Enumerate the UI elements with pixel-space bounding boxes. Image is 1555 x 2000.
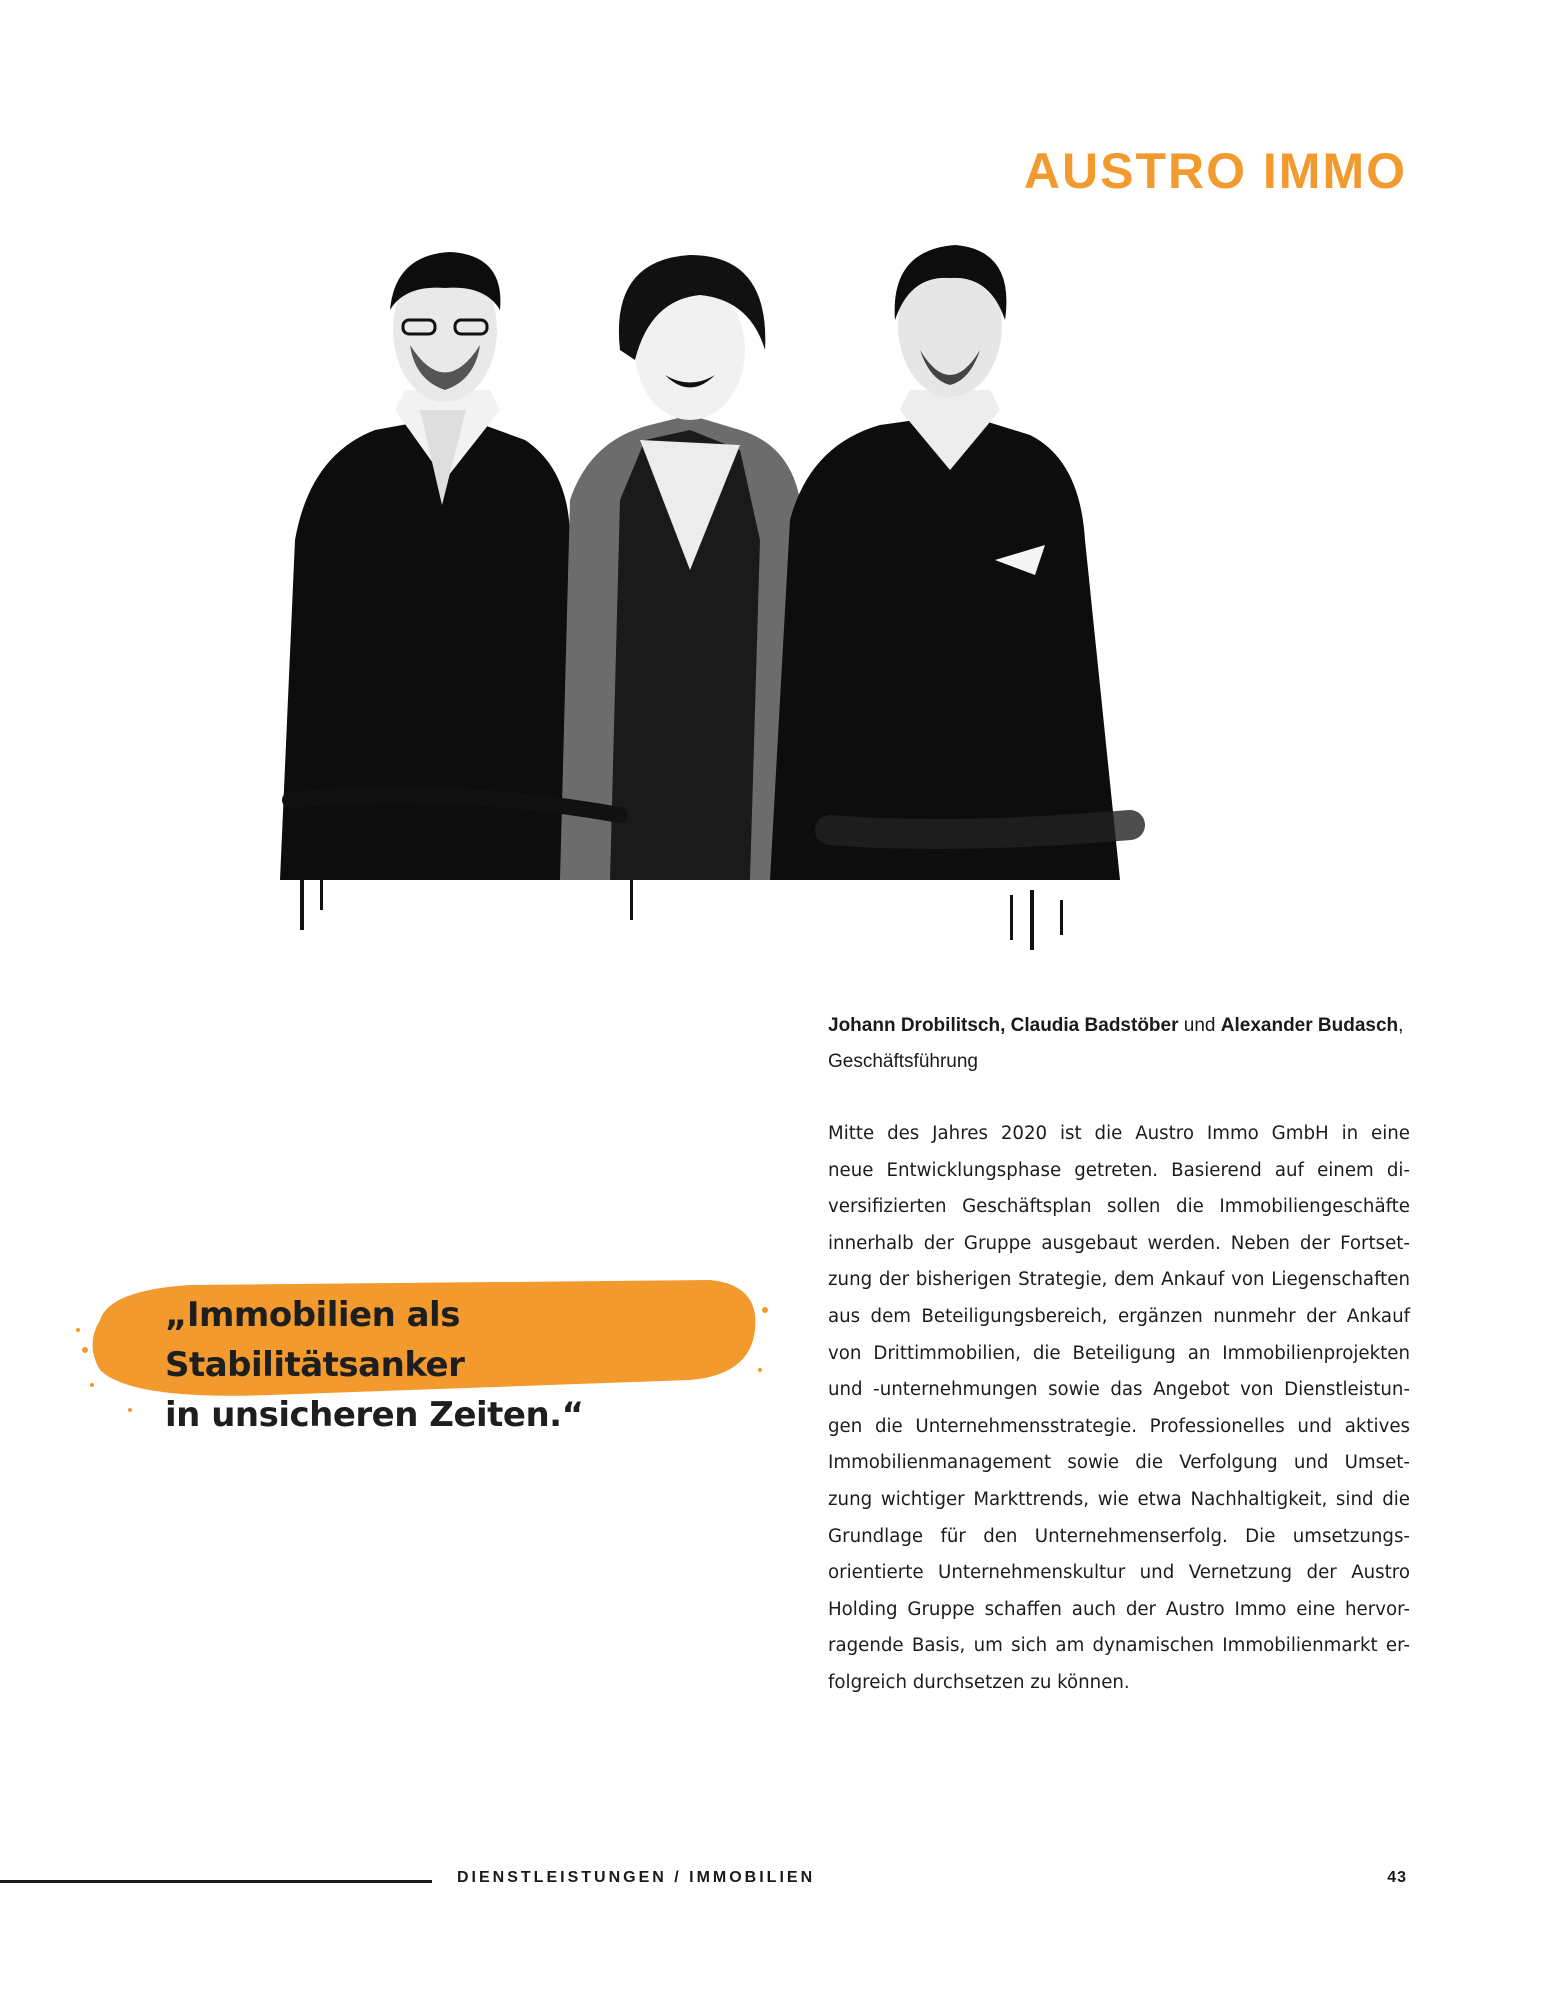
quote-line-1: „Immobilien als Stabilitätsanker <box>165 1295 465 1385</box>
body-line: versifizierten Geschäftsplan sollen die Immobiliengeschäfte <box>828 1196 1410 1218</box>
person-left <box>280 252 600 880</box>
caption-name-2: Alexander Budasch <box>1220 1015 1399 1036</box>
caption-role: Geschäftsführung <box>828 1051 978 1072</box>
body-line: Holding Gruppe schaffen auch der Austro Immo eine hervor- <box>828 1598 1410 1620</box>
body-line: Immobilienmanagement sowie die Verfolgung und Umset- <box>828 1452 1410 1474</box>
body-line: von Drittimmobilien, die Beteiligung an Immobilienprojekten <box>828 1342 1410 1364</box>
caption-names <box>828 1008 1428 1044</box>
body-line: innerhalb der Gruppe ausgebaut werden. Neben der Fortset- <box>828 1232 1410 1254</box>
footer-rule <box>0 1880 432 1883</box>
footer-section-title: DIENSTLEISTUNGEN / IMMOBILIEN <box>457 1869 816 1886</box>
body-line: aus dem Beteiligungsbereich, ergänzen nunmehr der Ankauf <box>828 1305 1410 1327</box>
team-photo <box>270 240 1250 1000</box>
quote-text <box>165 1290 765 1440</box>
body-line: Grundlage für den Unternehmenserfolg. Die umsetzungs- <box>828 1525 1410 1547</box>
spray-stroke-right <box>830 825 1130 834</box>
brand-logo: AUSTRO IMMO <box>1023 143 1407 199</box>
caption-joiner: und <box>1178 1015 1221 1036</box>
pull-quote <box>70 1260 770 1435</box>
photo-caption <box>828 1008 1428 1080</box>
body-line: neue Entwicklungsphase getreten. Basierend auf einem di- <box>828 1159 1410 1181</box>
body-line: und -unternehmungen sowie das Angebot von Dienstleistun- <box>828 1379 1410 1401</box>
body-line: folgreich durchsetzen zu können. <box>828 1671 1130 1693</box>
page-number: 43 <box>1387 1869 1407 1886</box>
body-line: orientierte Unternehmenskultur und Vernetzung der Austro <box>828 1562 1410 1584</box>
body-line: gen die Unternehmensstrategie. Professionelles und aktives <box>828 1415 1410 1437</box>
body-line: zung der bisherigen Strategie, dem Ankauf von Liegenschaften <box>828 1269 1410 1291</box>
caption-comma: , <box>1398 1015 1404 1036</box>
caption-name-1: Johann Drobilitsch, Claudia Badstöber <box>828 1015 1179 1036</box>
body-line: ragende Basis, um sich am dynamischen Immobilienmarkt er- <box>828 1635 1410 1657</box>
body-paragraph <box>828 1116 1410 1702</box>
quote-line-2: in unsicheren Zeiten.“ <box>165 1395 584 1435</box>
body-line: zung wichtiger Markttrends, wie etwa Nachhaltigkeit, sind die <box>828 1488 1410 1510</box>
body-line: Mitte des Jahres 2020 ist die Austro Immo GmbH in eine <box>828 1123 1410 1144</box>
person-right <box>770 245 1120 880</box>
